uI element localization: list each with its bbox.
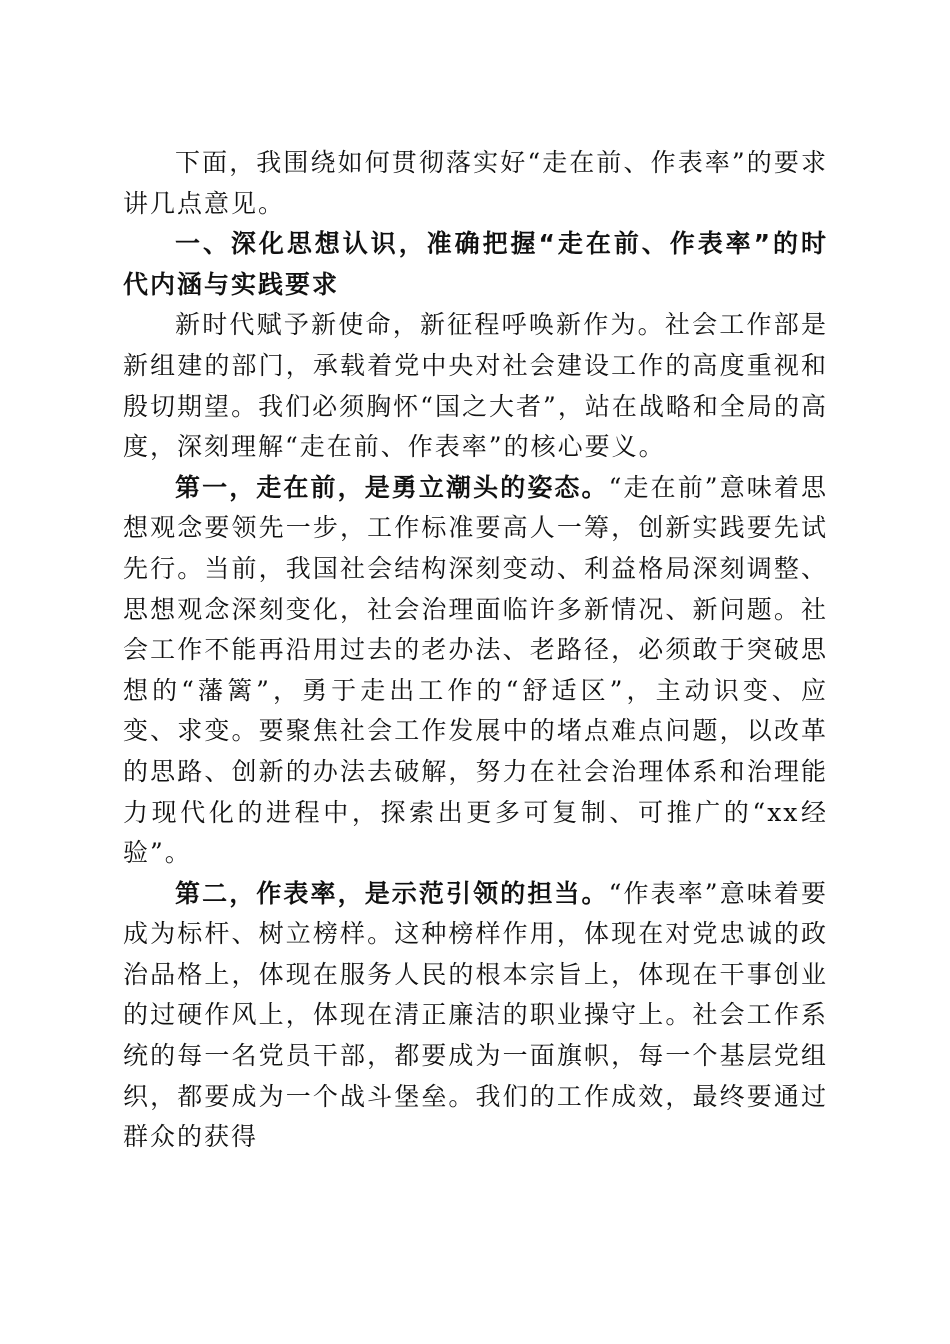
point-one-lead: 第一，走在前，是勇立潮头的姿态。	[175, 472, 609, 502]
body-paragraph-text: 新时代赋予新使命，新征程呼唤新作为。社会工作部是新组建的部门，承载着党中央对社会建设工作的高度重视和殷切期望。我们必须胸怀“国之大者”，站在战略和全局的高度，深刻理解“走在前、作表率”的核心要义。	[123, 310, 828, 462]
intro-paragraph	[123, 143, 828, 224]
point-two-text: “作表率”意味着要成为标杆、树立榜样。这种榜样作用，体现在对党忠诚的政治品格上，体现在服务人民的根本宗旨上，体现在干事创业的过硬作风上，体现在清正廉洁的职业操守上。社会工作系统的每一名党员干部，都要成为一面旗帜，每一个基层党组织，都要成为一个战斗堡垒。我们的工作成效，最终要通过群众的获得	[123, 878, 828, 1152]
body-paragraph	[123, 305, 828, 467]
point-two-lead: 第二，作表率，是示范引领的担当。	[175, 878, 609, 908]
section-heading	[123, 224, 828, 305]
point-one-text: “走在前”意味着思想观念要领先一步，工作标准要高人一筹，创新实践要先试先行。当前，我国社会结构深刻变动、利益格局深刻调整、思想观念深刻变化，社会治理面临许多新情况、新问题。社会工作不能再沿用过去的老办法、老路径，必须敢于突破思想的“藩篱”，勇于走出工作的“舒适区”，主动识变、应变、求变。要聚焦社会工作发展中的堵点难点问题，以改革的思路、创新的办法去破解，努力在社会治理体系和治理能力现代化的进程中，探索出更多可复制、可推广的“xx经验”。	[123, 472, 828, 868]
intro-text: 下面，我围绕如何贯彻落实好“走在前、作表率”的要求讲几点意见。	[123, 148, 828, 218]
point-one-paragraph	[123, 468, 828, 874]
document-page	[123, 143, 828, 1158]
point-two-paragraph	[123, 874, 828, 1158]
section-heading-text: 一、深化思想认识，准确把握“走在前、作表率”的时代内涵与实践要求	[123, 229, 828, 299]
